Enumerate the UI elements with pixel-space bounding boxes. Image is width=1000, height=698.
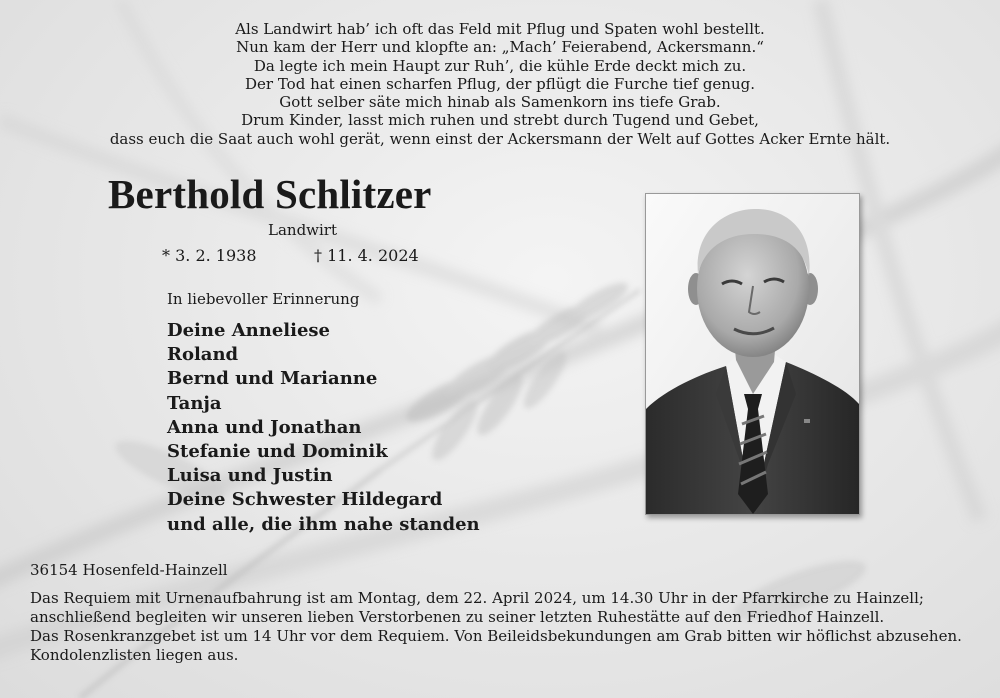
portrait-photo <box>645 193 860 515</box>
birth-date: * 3. 2. 1938 <box>162 246 257 265</box>
mourner-name: Stefanie und Dominik <box>167 441 388 463</box>
place-line: 36154 Hosenfeld-Hainzell <box>30 561 228 579</box>
poem <box>0 20 1000 148</box>
poem-line: dass euch die Saat auch wohl gerät, wenn einst der Ackersmann der Welt auf Gottes Acker Ernte hält. <box>109 129 891 148</box>
mourner-name: und alle, die ihm nahe standen <box>167 513 480 535</box>
mourner-name: Deine Anneliese <box>167 320 331 341</box>
mourner-name: Luisa und Justin <box>167 465 333 487</box>
deceased-name: Berthold Schlitzer <box>108 171 432 217</box>
portrait-icon <box>646 194 859 514</box>
details-line: Kondolenzlisten liegen aus. <box>30 646 239 664</box>
death-date: † 11. 4. 2024 <box>314 246 419 265</box>
details-line: Das Requiem mit Urnenaufbahrung ist am Montag, dem 22. April 2024, um 14.30 Uhr in der Pfarrkirche zu Hainzell; <box>30 589 924 607</box>
mourner-name: Bernd und Marianne <box>167 368 378 390</box>
deceased-profession: Landwirt <box>268 221 338 239</box>
details-line: anschließend begleiten wir unseren lieben Verstorbenen zu seiner letzten Ruhestätte auf den Friedhof Hainzell. <box>30 608 885 626</box>
poem-line: Als Landwirt hab’ ich oft das Feld mit Pflug und Spaten wohl bestellt. <box>235 20 765 38</box>
details-line: Das Rosenkranzgebet ist um 14 Uhr vor dem Requiem. Von Beileidsbekundungen am Grab bitten wir höflichst abzusehen. <box>30 627 962 645</box>
poem-line: Der Tod hat einen scharfen Pflug, der pflügt die Furche tief genug. <box>244 74 755 93</box>
poem-line: Nun kam der Herr und klopfte an: „Mach’ Feierabend, Ackersmann.“ <box>236 38 764 57</box>
mourners-list <box>167 319 480 537</box>
poem-line: Gott selber säte mich hinab als Samenkorn ins tiefe Grab. <box>279 93 721 112</box>
mourner-name: Anna und Jonathan <box>167 416 362 438</box>
mourner-name: Deine Schwester Hildegard <box>167 489 443 511</box>
poem-line: Da legte ich mein Haupt zur Ruh’, die kühle Erde deckt mich zu. <box>253 56 747 75</box>
poem-line: Drum Kinder, lasst mich ruhen und strebt durch Tugend und Gebet, <box>241 111 759 130</box>
funeral-details <box>30 589 975 665</box>
mourner-name: Roland <box>167 344 239 366</box>
memory-line: In liebevoller Erinnerung <box>167 290 360 308</box>
mourner-name: Tanja <box>167 392 222 414</box>
